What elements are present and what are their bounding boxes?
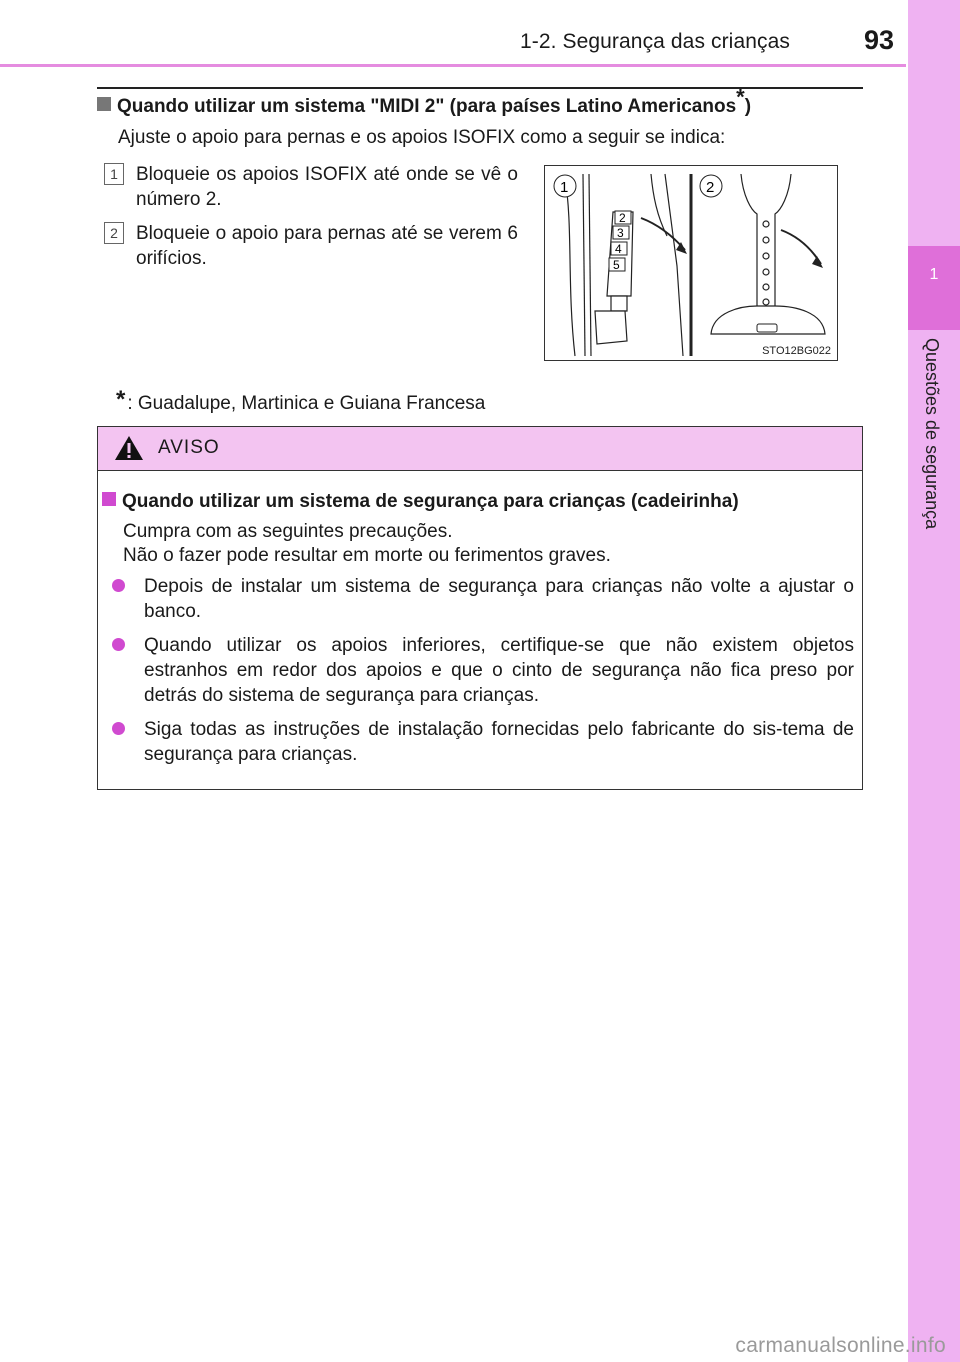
watermark: carmanualsonline.info xyxy=(735,1334,946,1357)
side-tab xyxy=(908,0,960,1362)
fig-label-2: 2 xyxy=(706,179,715,196)
bullet-dot-icon xyxy=(112,638,125,651)
side-chapter-label-text: Questões de segurança xyxy=(922,338,942,530)
figure-code: STO12BG022 xyxy=(762,345,831,357)
square-bullet-icon xyxy=(97,97,111,111)
side-chapter-box xyxy=(908,246,960,330)
warning-bullet-text: Siga todas as instruções de instalação fornecidas pelo fabricante do sis-tema de segurança para crianças. xyxy=(144,719,854,765)
step-item xyxy=(104,221,518,271)
step-text: Bloqueie os apoios ISOFIX até onde se vê o número 2. xyxy=(136,164,518,210)
fig-number-5: 5 xyxy=(613,258,620,272)
warning-heading xyxy=(102,491,739,513)
warning-bullet xyxy=(112,633,854,708)
warning-bullet xyxy=(112,717,854,767)
footnote xyxy=(116,386,485,415)
section-heading xyxy=(97,84,752,118)
header-section-title: 1-2. Segurança das crianças xyxy=(519,30,790,53)
section-intro: Ajuste o apoio para pernas e os apoios ISOFIX como a seguir se indica: xyxy=(118,127,726,148)
warning-heading-text: Quando utilizar um sistema de segurança para crianças (cadeirinha) xyxy=(122,491,739,512)
section-rule xyxy=(97,87,863,89)
warning-title: AVISO xyxy=(158,437,220,458)
bullet-dot-icon xyxy=(112,722,125,735)
warning-bullet-text: Quando utilizar os apoios inferiores, certifique-se que não existem objetos estranhos em redor dos apoios e que o cinto de segurança não fica preso por detrás do sistema de segurança para crianças. xyxy=(144,635,854,706)
warning-triangle-icon xyxy=(114,435,144,461)
step-number: 2 xyxy=(104,222,124,244)
step-number: 1 xyxy=(104,163,124,185)
square-bullet-icon xyxy=(102,492,116,506)
side-chapter-number: 1 xyxy=(929,266,939,283)
footnote-mark: * xyxy=(116,386,126,413)
warning-line: Não o fazer pode resultar em morte ou ferimentos graves. xyxy=(123,545,611,566)
fig-number-2: 2 xyxy=(619,211,626,225)
heading-footnote-mark: * xyxy=(736,84,745,110)
side-chapter-label xyxy=(912,338,952,568)
footnote-text: : Guadalupe, Martinica e Guiana Francesa xyxy=(127,393,486,414)
fig-number-3: 3 xyxy=(617,226,624,240)
warning-line: Cumpra com as seguintes precauções. xyxy=(123,521,453,542)
fig-number-4: 4 xyxy=(615,242,622,256)
isofix-figure xyxy=(544,165,838,361)
header-rule xyxy=(0,64,906,67)
warning-box xyxy=(97,426,863,790)
fig-label-1: 1 xyxy=(560,179,569,196)
page-number: 93 xyxy=(863,25,894,55)
warning-bullet xyxy=(112,574,854,624)
section-heading-close: ) xyxy=(744,96,752,117)
isofix-illustration xyxy=(545,166,837,360)
step-text: Bloqueie o apoio para pernas até se verem 6 orifícios. xyxy=(136,223,518,269)
warning-bullet-text: Depois de instalar um sistema de segurança para crianças não volte a ajustar o banco. xyxy=(144,576,854,622)
bullet-dot-icon xyxy=(112,579,125,592)
warning-header xyxy=(98,427,862,471)
step-item xyxy=(104,162,518,212)
section-heading-text: Quando utilizar um sistema "MIDI 2" (para países Latino Americanos xyxy=(117,96,737,117)
